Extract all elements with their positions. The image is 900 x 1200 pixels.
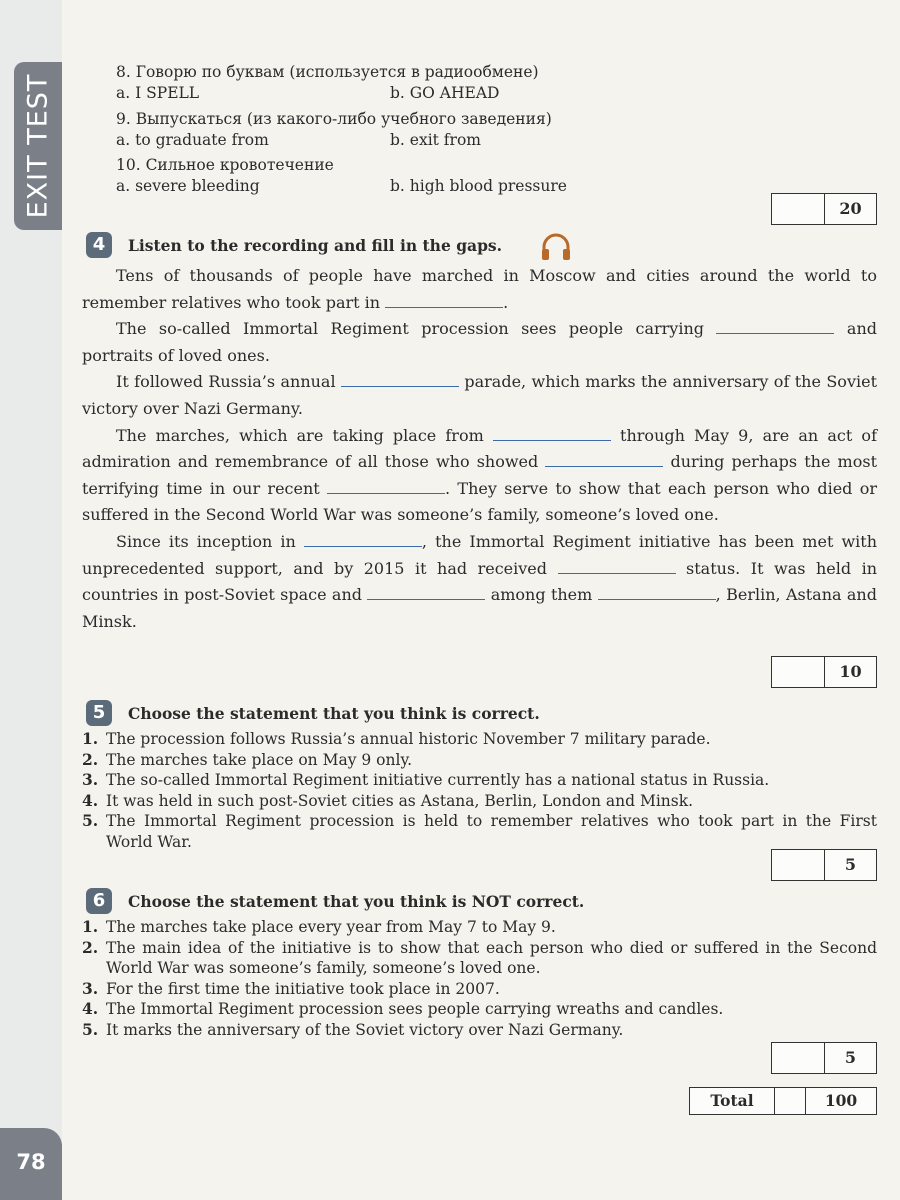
item-8-prompt: 8. Говорю по буквам (используется в радиообмене) (116, 63, 539, 81)
exit-test-tab (14, 62, 62, 230)
section5-list (82, 729, 877, 853)
section4-title: Listen to the recording and fill in the gaps. (128, 236, 503, 255)
section5-option-2[interactable]: 2. The marches take place on May 9 only. (82, 749, 413, 769)
section5-option-4[interactable]: 4. It was held in such post-Soviet cities as Astana, Berlin, London and Minsk. (82, 790, 694, 810)
total-label: Total (690, 1088, 775, 1114)
gap-9[interactable] (367, 585, 485, 600)
gap-10[interactable] (598, 585, 716, 600)
exit-test-label: EXIT TEST (22, 73, 54, 219)
total-score-input[interactable] (775, 1088, 806, 1114)
section6-option-4[interactable]: 4. The Immortal Regiment procession sees people carrying wreaths and candles. (82, 999, 724, 1019)
item-8-option-b[interactable]: b. GO AHEAD (390, 84, 500, 102)
section3-score-box (771, 193, 877, 225)
section5-option-1[interactable]: 1. The procession follows Russia’s annual historic November 7 military parade. (82, 729, 711, 748)
paragraph-5: Since its inception in , the Immortal Regiment initiative has been met with unprecedented support, and by 2015 it had received status. It was held in countries in post-Soviet space and among them , Berlin, Astana and Minsk. (82, 531, 878, 631)
page-number: 78 (16, 1150, 46, 1174)
section6-score-max: 5 (844, 1048, 857, 1067)
section6-option-5[interactable]: 5. It marks the anniversary of the Soviet victory over Nazi Germany. (82, 1019, 624, 1039)
item-10-option-b[interactable]: b. high blood pressure (390, 177, 567, 195)
paragraph-3: It followed Russia’s annual parade, which marks the anniversary of the Soviet victory over Nazi Germany. (82, 372, 877, 418)
paragraph-4: The marches, which are taking place from through May 9, are an act of admiration and remembrance of all those who showed during perhaps the most terrifying time in our recent . They serve to show that each person who died or suffered in the Second World War was someone’s family, someone’s loved one. (82, 425, 878, 525)
section3-score-input[interactable] (772, 194, 825, 224)
section5-score-input[interactable] (772, 850, 825, 880)
section6-option-1[interactable]: 1. The marches take place every year from May 7 to May 9. (82, 917, 556, 936)
section5-option-3[interactable]: 3. The so-called Immortal Regiment initiative currently has a national status in Russia. (82, 770, 770, 790)
item-10-prompt: 10. Сильное кровотечение (116, 156, 334, 174)
section4-score-input[interactable] (772, 657, 825, 687)
paragraph-2: The so-called Immortal Regiment procession sees people carrying and portraits of loved ones. (82, 319, 878, 365)
item-8-option-a[interactable]: a. I SPELL (116, 84, 200, 102)
item-9-option-a[interactable]: a. to graduate from (116, 131, 269, 149)
section4-number-badge: 4 (86, 232, 112, 258)
section5-score-max: 5 (844, 855, 857, 874)
gap-2[interactable] (716, 319, 834, 334)
section5-score-box (771, 849, 877, 881)
item-9-prompt: 9. Выпускаться (из какого-либо учебного заведения) (116, 110, 552, 128)
section6-title: Choose the statement that you think is NOT correct. (128, 892, 585, 911)
gap-3[interactable] (341, 372, 459, 387)
gap-1[interactable] (385, 293, 503, 308)
section4-score-box (771, 656, 877, 688)
gap-8[interactable] (558, 559, 676, 574)
item-10-option-a[interactable]: a. severe bleeding (116, 177, 260, 195)
section3-score-max: 20 (839, 199, 862, 218)
section6-score-box (771, 1042, 877, 1074)
paragraph-1: Tens of thousands of people have marched in Moscow and cities around the world to remember relatives who took part in . (82, 266, 877, 312)
section6-number-badge: 6 (86, 888, 112, 914)
section6-option-3[interactable]: 3. For the first time the initiative took place in 2007. (82, 978, 500, 998)
gap-5[interactable] (545, 452, 663, 467)
gap-6[interactable] (327, 479, 445, 494)
section5-title: Choose the statement that you think is correct. (128, 704, 540, 723)
page-number-tab (0, 1128, 62, 1200)
section6-option-2[interactable]: 2. The main idea of the initiative is to show that each person who died or suffered in the Second World War was someone’s family, someone’s loved one. (82, 937, 877, 978)
section4-score-max: 10 (839, 662, 862, 681)
gap-4[interactable] (493, 426, 611, 441)
total-score-box (689, 1087, 877, 1115)
item-9-option-b[interactable]: b. exit from (390, 131, 481, 149)
gap-7[interactable] (304, 532, 422, 547)
section4-text (82, 263, 877, 635)
section6-list (82, 917, 877, 1041)
section6-score-input[interactable] (772, 1043, 825, 1073)
section5-number-badge: 5 (86, 700, 112, 726)
total-max: 100 (824, 1091, 858, 1110)
headphones-icon (540, 232, 572, 262)
section5-option-5[interactable]: 5. The Immortal Regiment procession is held to remember relatives who took part in the First World War. (82, 811, 877, 851)
